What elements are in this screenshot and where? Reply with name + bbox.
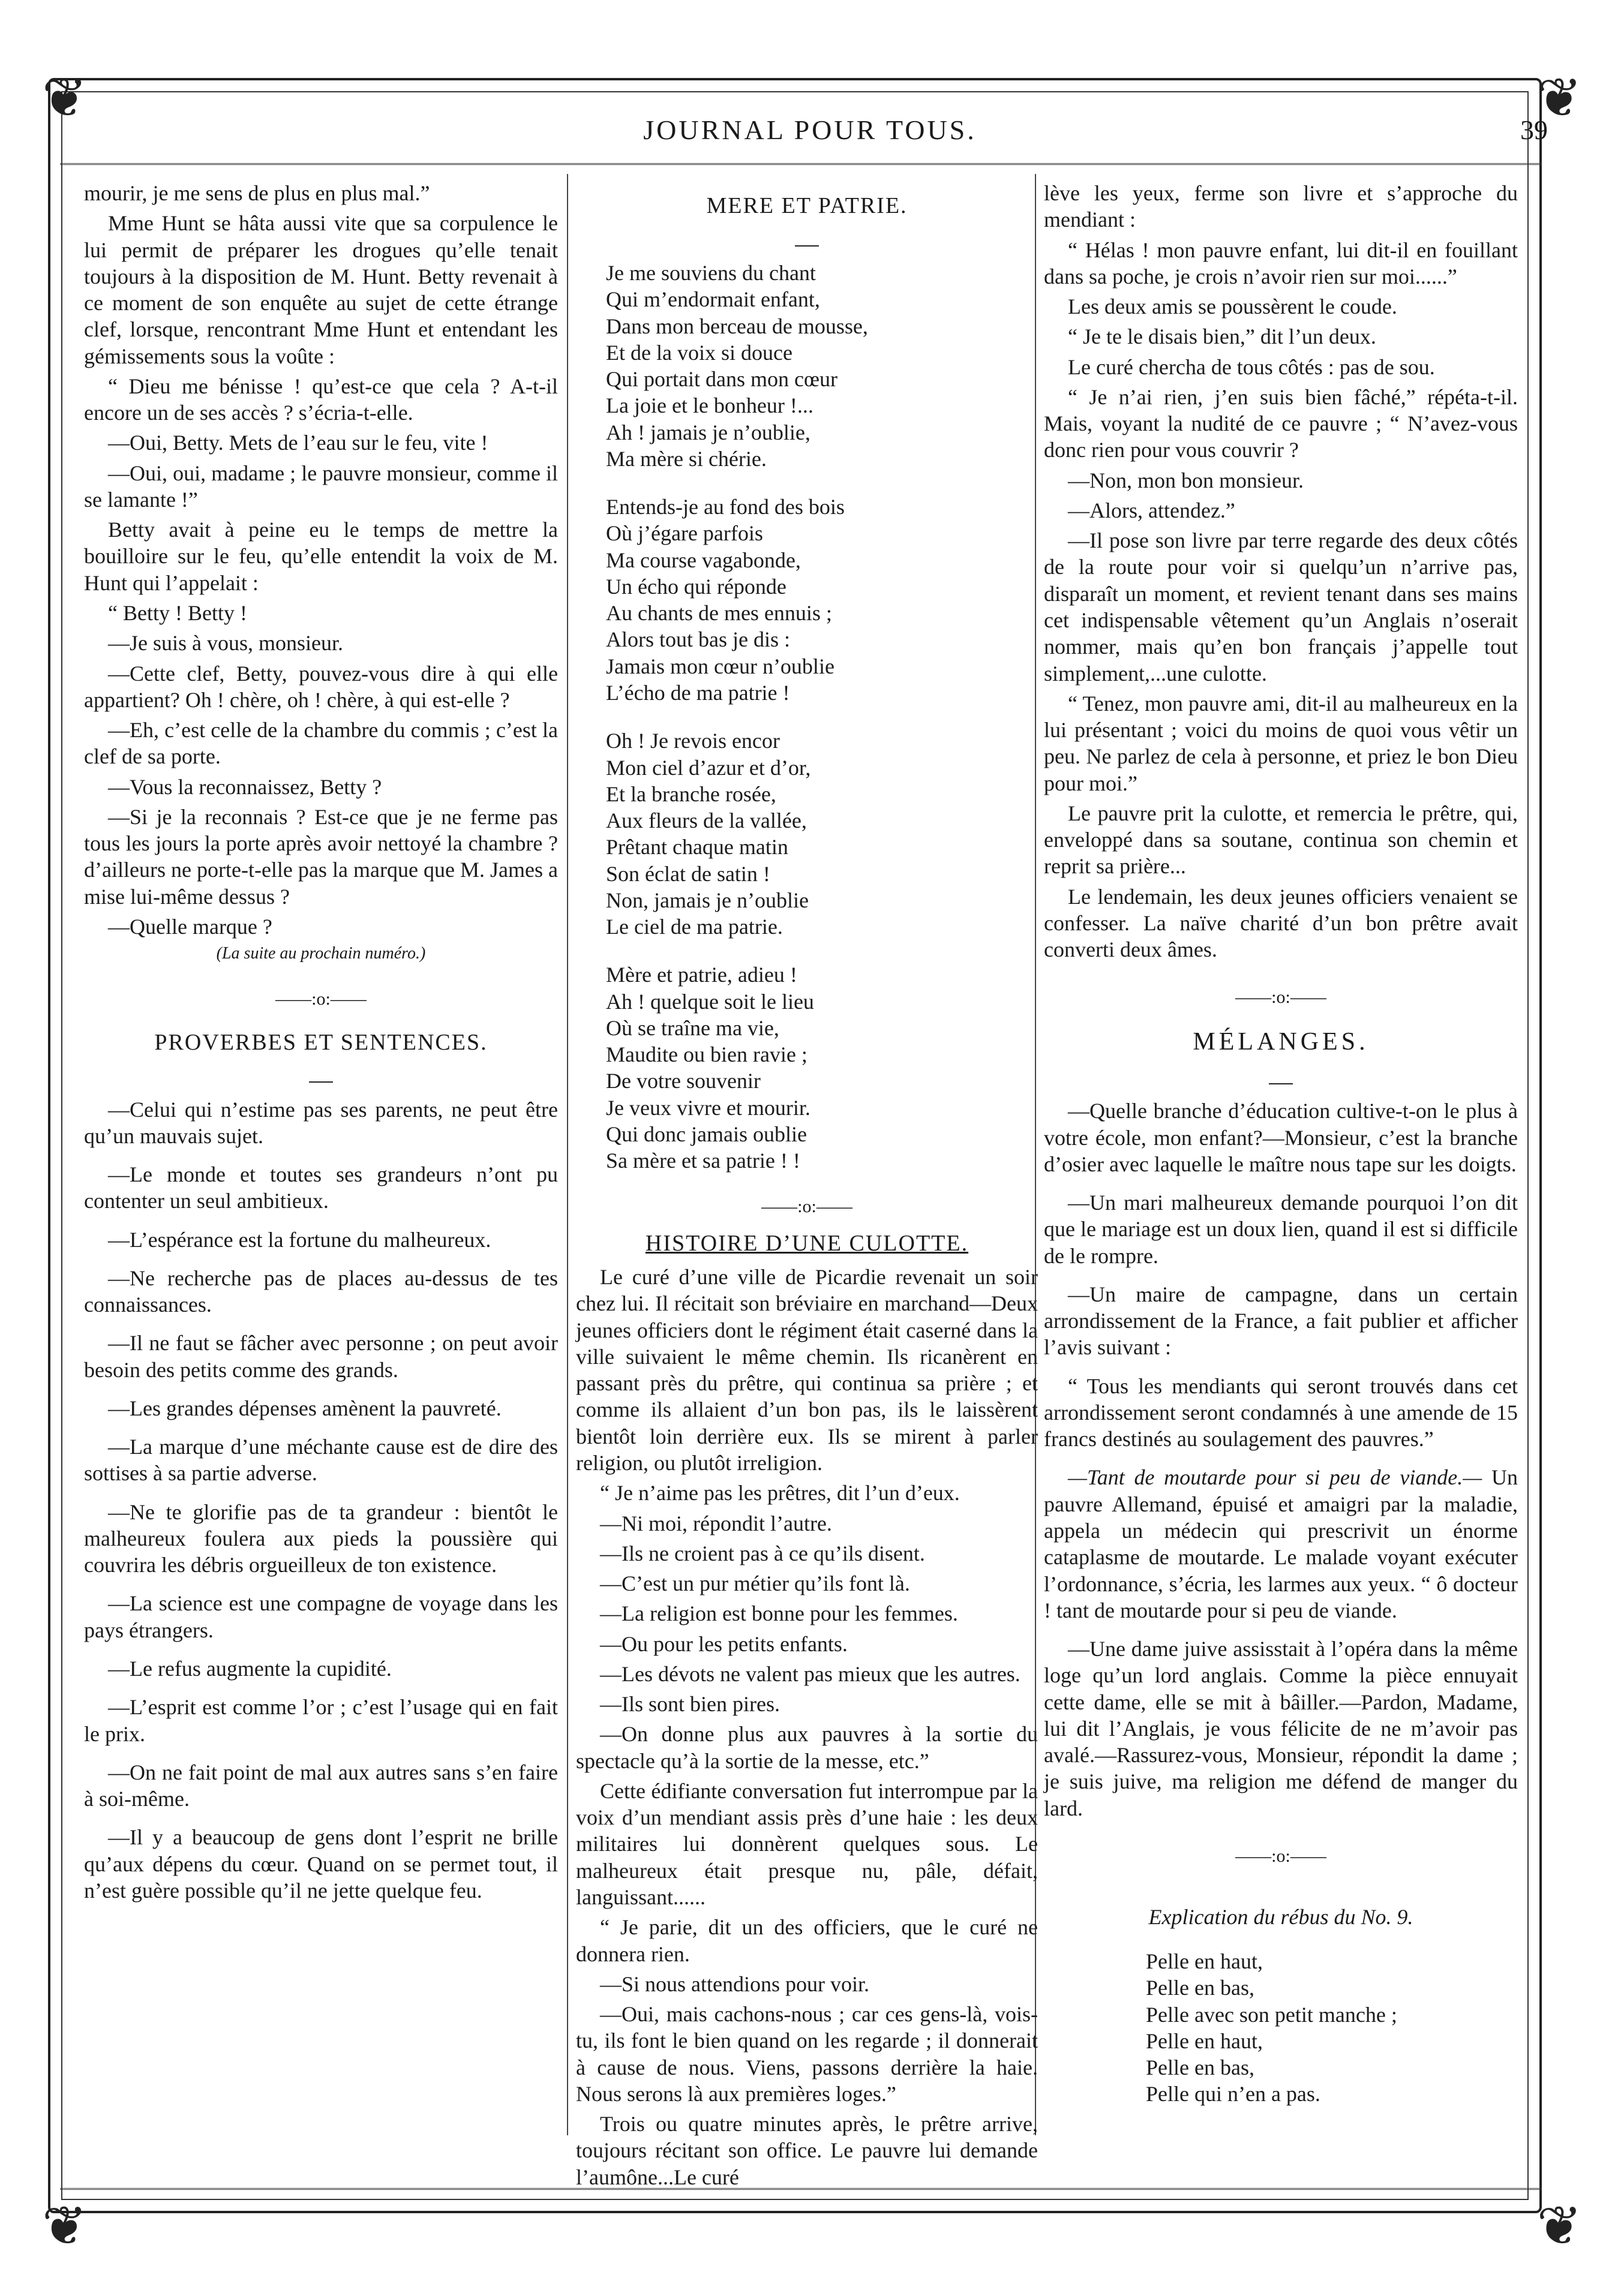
column-1 xyxy=(84,180,558,1916)
story-paragraph: —Si je la reconnais ? Est-ce que je ne ferme pas tous les jours la porte après avoir nettoyé la chambre ? d’ailleurs ne porte-t-elle pas la marque que M. James a mise lui-même dessus ? xyxy=(84,804,558,909)
story-paragraph: —Je suis à vous, monsieur. xyxy=(108,631,343,656)
poem-stanza xyxy=(606,494,1038,706)
story-paragraph: “ Je te le disais bien,” dit l’un deux. xyxy=(1068,324,1376,349)
rebus-line: Pelle qui n’en a pas. xyxy=(1146,2082,1320,2106)
melange-item: —Un mari malheureux demande pourquoi l’on dit que le mariage est un doux lien, quand il est si difficile de le rompre. xyxy=(1044,1191,1518,1268)
story-paragraph: Trois ou quatre minutes après, le prêtre arrive, toujours récitant son office. Le pauvre lui demande l’aumône...Le curé xyxy=(576,2112,1038,2189)
poem-line: Aux fleurs de la vallée, xyxy=(606,809,807,833)
ornament-top-left-icon: ❦ xyxy=(42,69,88,128)
poem-line: Où se traîne ma vie, xyxy=(606,1015,779,1040)
heading-dash xyxy=(84,1062,558,1089)
story-paragraph: —Il pose son livre par terre regarde des deux côtés de la route pour voir si quelqu’un n’arrive pas, disparaît un moment, et revient tenant dans ses mains cet indispensable vêtement qu’un Anglais n’oserait nommer, mais qu’en bon français j’appelle tout simplement,...une culotte. xyxy=(1044,528,1518,686)
proverbe-item: —L’espérance est la fortune du malheureux. xyxy=(108,1227,491,1252)
story-paragraph: —Vous la reconnaissez, Betty ? xyxy=(108,774,382,799)
poem-stanza xyxy=(606,961,1038,1174)
poem-line: Je me souviens du chant xyxy=(606,261,816,285)
poem-line: Et la branche rosée, xyxy=(606,782,776,806)
poem-line: Qui portait dans mon cœur xyxy=(606,367,837,392)
ornament-bottom-right-icon: ❦ xyxy=(1536,2197,1582,2256)
poem-line: Prêtant chaque matin xyxy=(606,835,788,860)
story-body xyxy=(576,1264,1038,2190)
story-paragraph: —Oui, mais cachons-nous ; car ces gens-là, vois-tu, ils font le bien quand on les regarde ; il donnerait à cause de nous. Viens, passons derrière la haie. Nous serons là aux premières loges.” xyxy=(576,2002,1038,2106)
poem-line: Entends-je au fond des bois xyxy=(606,495,845,519)
poem-stanza xyxy=(606,260,1038,472)
poem-line: De votre souvenir xyxy=(606,1069,761,1093)
poem-body xyxy=(606,260,1038,1174)
page-number: 39 xyxy=(1520,115,1548,145)
poem-line: Ma course vagabonde, xyxy=(606,548,801,572)
ornament-bottom-left-icon: ❦ xyxy=(42,2197,88,2256)
story-paragraph: mourir, je me sens de plus en plus mal.” xyxy=(84,181,430,205)
poem-line: Je veux vivre et mourir. xyxy=(606,1095,811,1120)
proverbe-item: —Il y a beaucoup de gens dont l’esprit ne brille qu’aux dépens du cœur. Quand on se permet tout, il n’est guère possible qu’il ne jette quelque feu. xyxy=(84,1825,558,1903)
story-paragraph: —C’est un pur métier qu’ils font là. xyxy=(600,1571,910,1596)
rebus-caption: Explication du rébus du No. 9. xyxy=(1148,1904,1413,1929)
poem-line: Oh ! Je revois encor xyxy=(606,729,780,753)
proverbes-list xyxy=(84,1096,558,1904)
poem-line: Jamais mon cœur n’oublie xyxy=(606,654,834,678)
story-paragraph: “ Je n’ai rien, j’en suis bien fâché,” répéta-t-il. Mais, voyant la nudité de ce pauvre ; “ N’avez-vous donc rien pour vous couvrir ? xyxy=(1044,384,1518,462)
proverbe-item: —Ne te glorifie pas de ta grandeur : bientôt le malheureux foulera aux pieds la poussière qui couvrira les débris orgueilleux de ton existence. xyxy=(84,1499,558,1577)
poem-line: Mère et patrie, adieu ! xyxy=(606,963,797,987)
rebus-line: Pelle en haut, xyxy=(1146,2028,1263,2053)
rebus-line: Pelle en bas, xyxy=(1146,1976,1254,2000)
poem-line: Non, jamais je n’oublie xyxy=(606,888,809,912)
poem-line: Où j’égare parfois xyxy=(606,521,763,546)
story-paragraph: —Les dévots ne valent pas mieux que les autres. xyxy=(600,1661,1020,1686)
poem-stanza xyxy=(606,728,1038,940)
poem-line: Mon ciel d’azur et d’or, xyxy=(606,755,811,780)
story-paragraph: —Quelle marque ? xyxy=(108,914,272,939)
poem-line: Dans mon berceau de mousse, xyxy=(606,314,868,338)
to-be-continued-note: (La suite au prochain numéro.) xyxy=(216,944,426,963)
melange-item: —Quelle branche d’éducation cultive-t-on le plus à votre école, mon enfant?—Monsieur, c’est la branche d’osier avec laquelle le maître nous tape sur les doigts. xyxy=(1044,1099,1518,1176)
proverbe-item: —Le refus augmente la cupidité. xyxy=(108,1657,392,1681)
story-paragraph: lève les yeux, ferme son livre et s’approche du mendiant : xyxy=(1044,181,1518,232)
poem-heading: MERE ET PATRIE. xyxy=(706,193,908,218)
proverbe-item: —La science est une compagne de voyage dans les pays étrangers. xyxy=(84,1591,558,1642)
poem-line: Maudite ou bien ravie ; xyxy=(606,1042,808,1067)
proverbe-item: —On ne fait point de mal aux autres sans s’en faire à soi-même. xyxy=(84,1760,558,1811)
story-continuation xyxy=(84,180,558,940)
melanges-heading: MÉLANGES. xyxy=(1193,1028,1369,1056)
story-paragraph: “ Betty ! Betty ! xyxy=(108,600,247,625)
story-paragraph: Les deux amis se poussèrent le coude. xyxy=(1068,294,1397,319)
poem-line: Ma mère si chérie. xyxy=(606,446,767,471)
column-divider xyxy=(567,174,568,2135)
story-paragraph: —Cette clef, Betty, pouvez-vous dire à qui elle appartient? Oh ! chère, oh ! chère, à qui est-elle ? xyxy=(84,661,558,712)
ornament-top-right-icon: ❦ xyxy=(1536,69,1582,128)
poem-line: Qui donc jamais oublie xyxy=(606,1122,807,1146)
poem-line: Un écho qui réponde xyxy=(606,574,787,599)
melange-item: “ Tous les mendiants qui seront trouvés dans cet arrondissement seront condamnés à une amende de 15 francs destinés au soulagement des pauvres.” xyxy=(1044,1374,1518,1451)
rebus-line: Pelle en bas, xyxy=(1146,2055,1254,2080)
story-paragraph: Le curé d’une ville de Picardie revenait un soir chez lui. Il récitait son bréviaire en marchand—Deux jeunes officiers dont le régiment était caserné dans la ville suivaient le même chemin. Ils ricanèrent en passant près du prêtre, qui continua sa prière ; et comme ils allaient d’un bon pas, ils le laissèrent bientôt loin derrière eux. Ils se mirent à parler religion, ou plutôt irreligion. xyxy=(576,1265,1038,1475)
story-paragraph: Betty avait à peine eu le temps de mettre la bouilloire sur le feu, qu’elle entendit la voix de M. Hunt qui l’appelait : xyxy=(84,518,558,595)
column-3 xyxy=(1044,180,1518,2108)
story-heading: HISTOIRE D’UNE CULOTTE. xyxy=(645,1231,969,1257)
page-header xyxy=(60,105,1560,165)
section-separator: ——:o:—— xyxy=(761,1196,852,1216)
proverbe-item: —Le monde et toutes ses grandeurs n’ont pu contenter un seul ambitieux. xyxy=(84,1162,558,1213)
story-paragraph: —Ils ne croient pas à ce qu’ils disent. xyxy=(600,1541,925,1565)
poem-line: La joie et le bonheur !... xyxy=(606,393,813,418)
footer-rule xyxy=(60,2188,1542,2190)
proverbe-item: —L’esprit est comme l’or ; c’est l’usage qui en fait le prix. xyxy=(84,1695,558,1746)
poem-line: Ah ! jamais je n’oublie, xyxy=(606,420,811,444)
rebus-solution xyxy=(1146,1948,1518,2108)
section-separator: ——:o:—— xyxy=(1235,987,1326,1008)
poem-line: Et de la voix si douce xyxy=(606,340,793,365)
heading-dash xyxy=(1044,1064,1518,1090)
section-separator: ——:o:—— xyxy=(275,988,367,1009)
proverbe-item: —Celui qui n’estime pas ses parents, ne peut être qu’un mauvais sujet. xyxy=(84,1097,558,1148)
story-paragraph: —On donne plus aux pauvres à la sortie du spectacle qu’à la sortie de la messe, etc.” xyxy=(576,1722,1038,1773)
story-paragraph: —Eh, c’est celle de la chambre du commis ; c’est la clef de sa porte. xyxy=(84,718,558,769)
poem-line: Le ciel de ma patrie. xyxy=(606,915,783,939)
header-rule xyxy=(60,163,1542,165)
story-paragraph: —Ni moi, répondit l’autre. xyxy=(600,1511,832,1535)
poem-line: Au chants de mes ennuis ; xyxy=(606,601,832,626)
proverbes-heading: PROVERBES ET SENTENCES. xyxy=(154,1029,488,1055)
story-paragraph: “ Je n’aime pas les prêtres, dit l’un d’eux. xyxy=(600,1481,960,1505)
story-paragraph: “ Hélas ! mon pauvre enfant, lui dit-il en fouillant dans sa poche, je crois n’avoir rien sur moi......” xyxy=(1044,238,1518,288)
story-paragraph: —Oui, Betty. Mets de l’eau sur le feu, vite ! xyxy=(108,431,488,455)
story-paragraph: —Alors, attendez.” xyxy=(1068,498,1235,522)
proverbe-item: —Ne recherche pas de places au-dessus de tes connaissances. xyxy=(84,1266,558,1317)
moutarde-text: Un pauvre Allemand, épuisé et amaigri par la maladie, appela un médecin qui prescrivit un énorme cataplasme de moutarde. Le malade voyant exécuter l’ordonnance, s’écria, les larmes aux yeux. “ ô docteur ! tant de moutarde pour si peu de viande. xyxy=(1044,1465,1518,1622)
poem-line: Sa mère et sa patrie ! ! xyxy=(606,1149,800,1173)
story-paragraph: —Oui, oui, madame ; le pauvre monsieur, comme il se lamante !” xyxy=(84,461,558,512)
story-ending xyxy=(1044,180,1518,963)
story-paragraph: —Si nous attendions pour voir. xyxy=(600,1972,869,1996)
poem-line: Alors tout bas je dis : xyxy=(606,627,790,652)
melange-item: —Un maire de campagne, dans un certain arrondissement de la France, a fait publier et afficher l’avis suivant : xyxy=(1044,1282,1518,1360)
story-paragraph: Le lendemain, les deux jeunes officiers venaient se confesser. La naïve charité d’un bon prêtre avait converti deux âmes. xyxy=(1044,884,1518,962)
rebus-line: Pelle avec son petit manche ; xyxy=(1146,2002,1397,2027)
proverbe-item: —Il ne faut se fâcher avec personne ; on peut avoir besoin des petits comme des grands. xyxy=(84,1331,558,1382)
proverbe-item: —La marque d’une méchante cause est de dire des sottises à sa partie adverse. xyxy=(84,1435,558,1486)
story-paragraph: “ Je parie, dit un des officiers, que le curé ne donnera rien. xyxy=(576,1915,1038,1966)
story-paragraph: —Ils sont bien pires. xyxy=(600,1692,780,1717)
story-paragraph: —Ou pour les petits enfants. xyxy=(600,1631,848,1656)
story-paragraph: —Non, mon bon monsieur. xyxy=(1068,468,1304,492)
heading-dash xyxy=(576,226,1038,253)
poem-line: L’écho de ma patrie ! xyxy=(606,680,790,705)
story-paragraph: Le pauvre prit la culotte, et remercia le prêtre, qui, enveloppé dans sa soutane, continua son chemin et reprit sa prière... xyxy=(1044,801,1518,879)
story-paragraph: “ Dieu me bénisse ! qu’est-ce que cela ? A-t-il encore un de ses accès ? s’écria-t-elle. xyxy=(84,374,558,425)
poem-line: Son éclat de satin ! xyxy=(606,861,770,886)
rebus-line: Pelle en haut, xyxy=(1146,1949,1263,1974)
column-2 xyxy=(576,180,1038,2194)
melanges-list xyxy=(1044,1098,1518,1452)
moutarde-heading: —Tant de moutarde pour si peu de viande.— xyxy=(1068,1465,1482,1490)
story-paragraph: “ Tenez, mon pauvre ami, dit-il au malheureux en la lui présentant ; voici du moins de quoi vous vêtir un peu. Ne parlez de cela à personne, et priez le bon Dieu pour moi.” xyxy=(1044,691,1518,795)
proverbe-item: —Les grandes dépenses amènent la pauvreté. xyxy=(108,1396,502,1420)
story-paragraph: Cette édifiante conversation fut interrompue par la voix d’un mendiant assis près d’une haie : les deux militaires lui donnèrent quelques sous. Le malheureux était presque nu, pâle, défait, languissant...... xyxy=(576,1778,1038,1909)
journal-title: JOURNAL POUR TOUS. xyxy=(643,115,977,145)
poem-line: Qui m’endormait enfant, xyxy=(606,287,820,312)
story-paragraph: Le curé chercha de tous côtés : pas de sou. xyxy=(1068,354,1435,379)
poem-line: Ah ! quelque soit le lieu xyxy=(606,989,814,1014)
moutarde-anecdote xyxy=(1044,1464,1518,1624)
juive-anecdote: —Une dame juive assisstait à l’opéra dans la même loge qu’un lord anglais. Comme la pièce ennuyait cette dame, elle se mit à bâiller.—Pardon, Madame, lui dit l’Anglais, je vous félicite de ne m’avoir pas avalé.—Rassurez-vous, Monsieur, répondit la dame ; je suis juive, ma religion me défend de manger du lard. xyxy=(1044,1637,1518,1820)
section-separator: ——:o:—— xyxy=(1235,1846,1326,1866)
story-paragraph: Mme Hunt se hâta aussi vite que sa corpulence le lui permit de préparer les drogues qu’elle tenait toujours à la disposition de M. Hunt. Betty revenait à ce moment de son enquête au sujet de cette étrange clef, lorsque, rencontrant Mme Hunt et entendant les gémissements sous la voûte : xyxy=(84,211,558,368)
story-paragraph: —La religion est bonne pour les femmes. xyxy=(600,1601,958,1626)
